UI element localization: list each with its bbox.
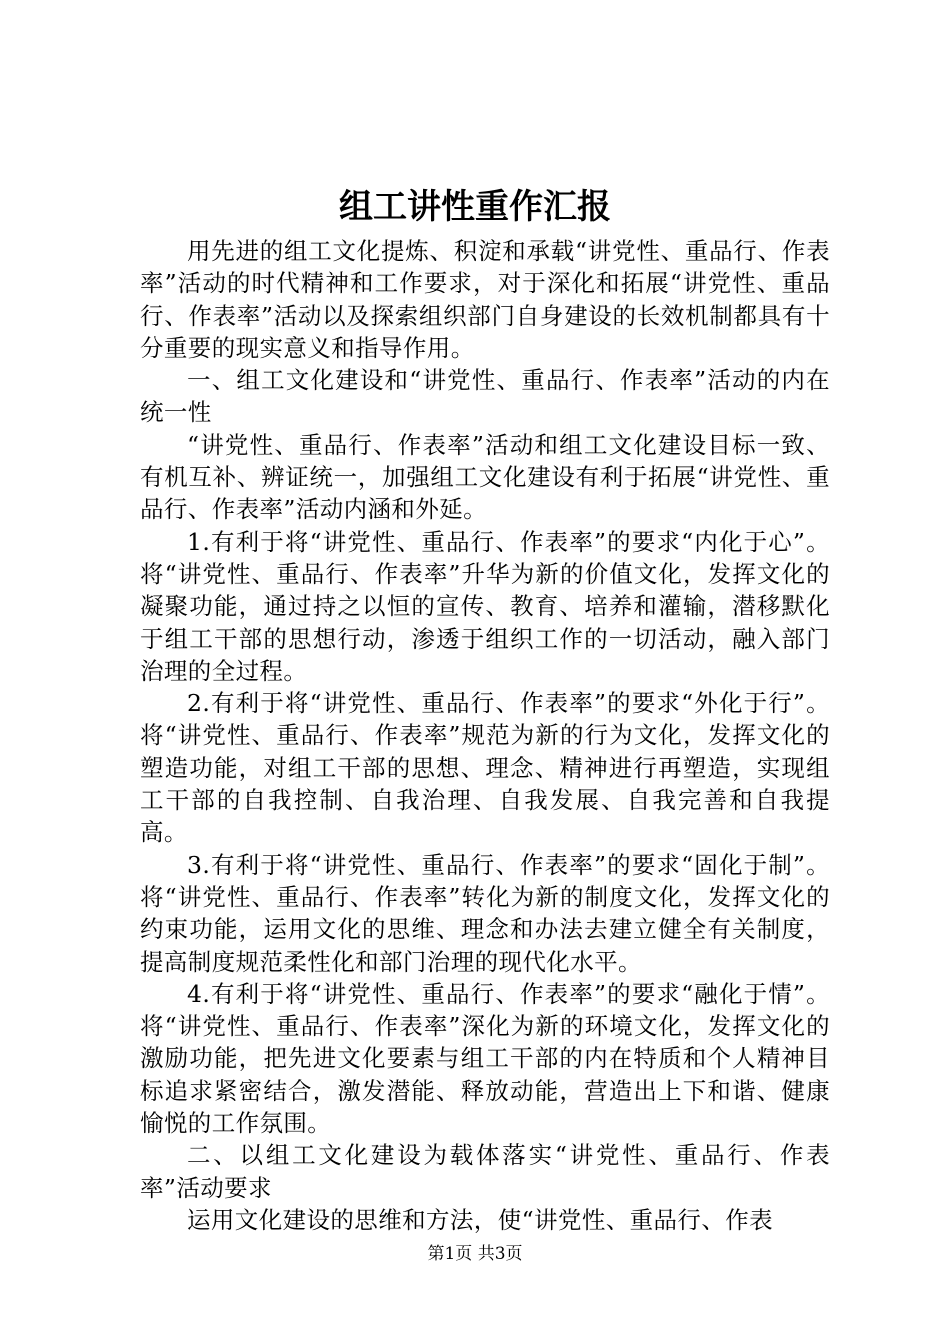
page-footer: 第1页 共3页 [427,1244,523,1264]
section-heading-1: 一、组工文化建设和“讲党性、重品行、作表率”活动的内在统一性 [140,366,830,427]
paragraph-point-2: 2.有利于将“讲党性、重品行、作表率”的要求“外化于行”。将“讲党性、重品行、作表率”规范为新的行为文化，发挥文化的塑造功能，对组工干部的思想、理念、精神进行再塑造，实现组工干部的自我控制、自我治理、自我发展、自我完善和自我提高。 [140,689,830,847]
paragraph-point-1: 1.有利于将“讲党性、重品行、作表率”的要求“内化于心”。将“讲党性、重品行、作表率”升华为新的价值文化，发挥文化的凝聚功能，通过持之以恒的宣传、教育、培养和灌输，潜移默化于组工干部的思想行动，渗透于组织工作的一切活动，融入部门治理的全过程。 [140,527,830,685]
paragraph-intro: 用先进的组工文化提炼、积淀和承载“讲党性、重品行、作表率”活动的时代精神和工作要求，对于深化和拓展“讲党性、重品行、作表率”活动以及探索组织部门自身建设的长效机制都具有十分重要的现实意义和指导作用。 [140,237,830,362]
paragraph-section-2-intro: 运用文化建设的思维和方法，使“讲党性、重品行、作表 [187,1205,774,1234]
paragraph-point-3: 3.有利于将“讲党性、重品行、作表率”的要求“固化于制”。将“讲党性、重品行、作表率”转化为新的制度文化，发挥文化的约束功能，运用文化的思维、理念和办法去建立健全有关制度，提高制度规范柔性化和部门治理的现代化水平。 [140,850,830,976]
section-heading-2: 二、以组工文化建设为载体落实“讲党性、重品行、作表率”活动要求 [140,1141,830,1202]
document-body [140,235,830,1236]
document-title: 组工讲性重作汇报 [339,187,611,227]
paragraph-section-1-intro: “讲党性、重品行、作表率”活动和组工文化建设目标一致、有机互补、辨证统一，加强组工文化建设有利于拓展“讲党性、重品行、作表率”活动内涵和外延。 [140,430,830,524]
paragraph-point-4: 4.有利于将“讲党性、重品行、作表率”的要求“融化于情”。将“讲党性、重品行、作表率”深化为新的环境文化，发挥文化的激励功能，把先进文化要素与组工干部的内在特质和个人精神目标追求紧密结合，激发潜能、释放动能，营造出上下和谐、健康愉悦的工作氛围。 [140,979,830,1138]
